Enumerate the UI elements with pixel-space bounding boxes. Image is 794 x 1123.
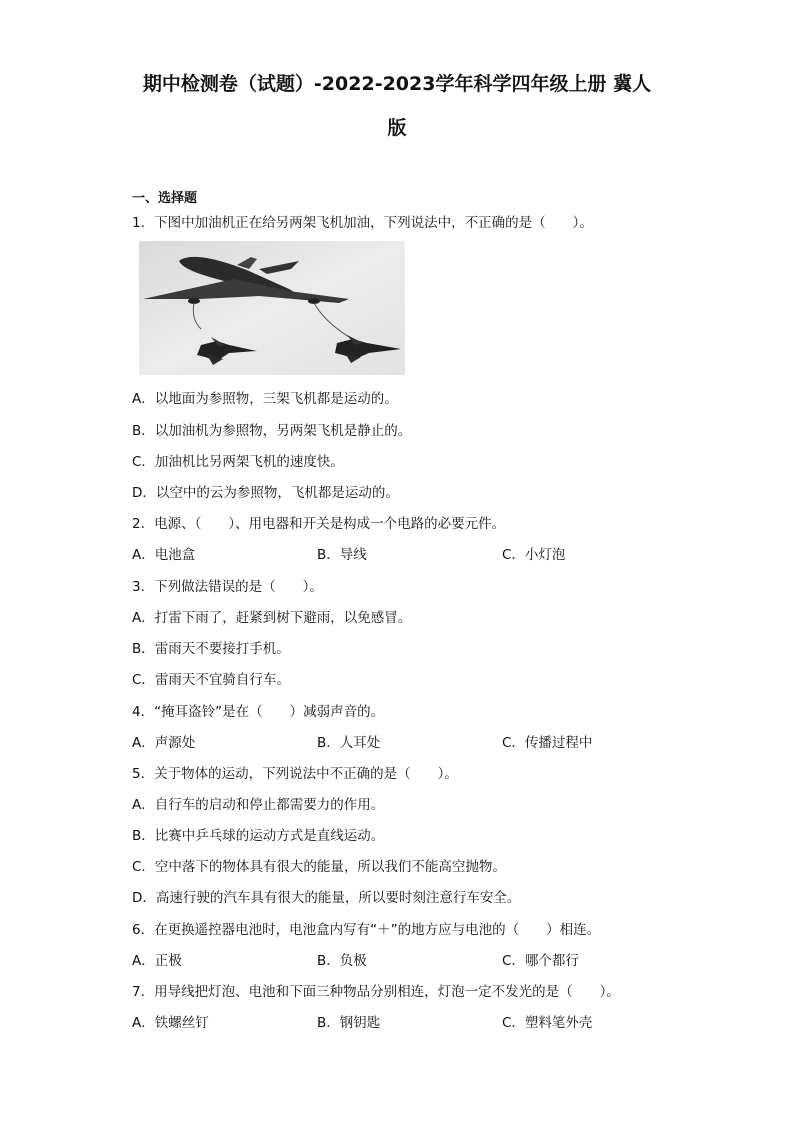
question-3-option-a: A．打雷下雨了，赶紧到树下避雨，以免感冒。 [132, 610, 412, 626]
question-6-options [132, 952, 732, 970]
question-4-options [132, 734, 732, 752]
question-3-option-c: C．雷雨天不宜骑自行车。 [132, 672, 290, 688]
question-7-option-a: A．铁螺丝钉 [132, 1015, 209, 1031]
question-7-stem: 7．用导线把灯泡、电池和下面三种物品分别相连，灯泡一定不发光的是（ ）。 [132, 984, 620, 1000]
question-4-option-a: A．声源处 [132, 735, 196, 751]
document-title-line-2: 版 [387, 117, 407, 139]
refueling-aircraft-image [139, 241, 405, 375]
question-4-option-b: B．人耳处 [317, 735, 381, 751]
question-5-option-d: D．高速行驶的汽车具有很大的能量，所以要时刻注意行车安全。 [132, 890, 521, 906]
question-5-option-b: B．比赛中乒乓球的运动方式是直线运动。 [132, 828, 385, 844]
question-5-stem: 5．关于物体的运动，下列说法中不正确的是（ ）。 [132, 766, 458, 782]
question-7-option-b: B．钢钥匙 [317, 1015, 381, 1031]
question-3-stem: 3．下列做法错误的是（ ）。 [132, 579, 323, 595]
question-1-option-d: D．以空中的云为参照物，飞机都是运动的。 [132, 485, 399, 501]
question-6-option-a: A．正极 [132, 953, 182, 969]
question-1-option-c: C．加油机比另两架飞机的速度快。 [132, 454, 344, 470]
question-3-option-b: B．雷雨天不要接打手机。 [132, 641, 290, 657]
question-2-option-c: C．小灯泡 [502, 547, 566, 563]
question-5-option-a: A．自行车的启动和停止都需要力的作用。 [132, 797, 385, 813]
question-2-option-b: B．导线 [317, 547, 367, 563]
document-title-line-1: 期中检测卷（试题）-2022-2023学年科学四年级上册 冀人 [142, 73, 652, 95]
question-2-stem: 2．电源、（ ）、用电器和开关是构成一个电路的必要元件。 [132, 516, 506, 532]
question-4-option-c: C．传播过程中 [502, 735, 593, 751]
section-heading: 一、选择题 [132, 191, 198, 206]
question-4-stem: 4．“掩耳盗铃”是在（ ）减弱声音的。 [132, 704, 385, 720]
question-1-option-b: B．以加油机为参照物，另两架飞机是静止的。 [132, 423, 412, 439]
question-2-option-a: A．电池盒 [132, 547, 196, 563]
question-6-option-b: B．负极 [317, 953, 367, 969]
question-7-options [132, 1014, 732, 1032]
question-1-stem: 1．下图中加油机正在给另两架飞机加油，下列说法中，不正确的是（ ）。 [132, 215, 593, 231]
question-6-stem: 6．在更换遥控器电池时，电池盒内写有“＋”的地方应与电池的（ ）相连。 [132, 922, 601, 938]
question-6-option-c: C．哪个都行 [502, 953, 579, 969]
question-1-option-a: A．以地面为参照物，三架飞机都是运动的。 [132, 391, 398, 407]
question-7-option-c: C．塑料笔外壳 [502, 1015, 593, 1031]
question-2-options [132, 546, 732, 564]
question-5-option-c: C．空中落下的物体具有很大的能量，所以我们不能高空抛物。 [132, 859, 506, 875]
